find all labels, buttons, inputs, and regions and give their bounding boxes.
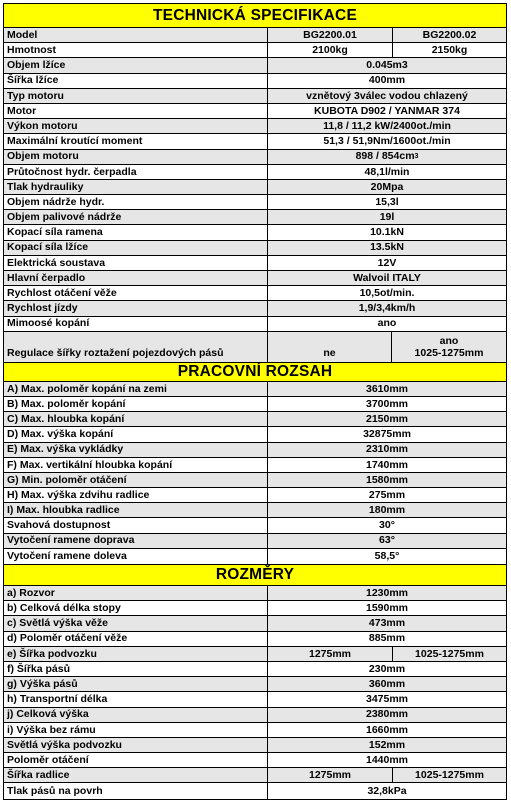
row-value xyxy=(268,753,506,767)
row-label: Typ motoru xyxy=(4,89,268,103)
row-value-1: ne xyxy=(268,332,392,362)
row-label: Hlavní čerpadlo xyxy=(4,271,268,285)
row-label: Objem palivové nádrže xyxy=(4,210,268,224)
row-value xyxy=(268,427,506,441)
row-value-text: 58,5° xyxy=(374,550,400,563)
row-label: G) Min. poloměr otáčení xyxy=(4,473,268,487)
row-value-1: 2100kg xyxy=(268,43,393,57)
table-row xyxy=(4,119,506,134)
row-value-text: 2380mm xyxy=(365,708,409,721)
table-row xyxy=(4,753,506,768)
row-label: Motor xyxy=(4,104,268,118)
row-value xyxy=(268,119,506,133)
table-row xyxy=(4,534,506,549)
row-label: H) Max. výška zdvihu radlice xyxy=(4,488,268,502)
table-row xyxy=(4,382,506,397)
row-value-text: 32,8kPa xyxy=(367,784,407,797)
row-label: E) Max. výška vykládky xyxy=(4,443,268,457)
row-value-text: 1590mm xyxy=(365,602,409,615)
row-label: Mimoosé kopání xyxy=(4,317,268,331)
row-value-text: 2150mm xyxy=(365,412,409,425)
row-value-text: 1230mm xyxy=(365,586,409,599)
row-value-text: 20Mpa xyxy=(370,180,404,193)
row-value xyxy=(268,662,506,676)
row-label: Model xyxy=(4,28,268,42)
row-value-text: 1580mm xyxy=(365,473,409,486)
row-value-text: 30° xyxy=(379,519,395,532)
row-label: Tlak pásů na povrh xyxy=(4,783,268,798)
table-row xyxy=(4,134,506,149)
row-label: D) Max. výška kopání xyxy=(4,427,268,441)
row-value-text: 898 / 854cm xyxy=(355,150,415,163)
table-row xyxy=(4,28,506,43)
row-value xyxy=(268,210,506,224)
dims-header: ROZMĚRY xyxy=(4,564,506,586)
row-value xyxy=(268,632,506,646)
row-label: e) Šířka podvozku xyxy=(4,647,268,661)
row-value-text: ano xyxy=(377,317,397,330)
range-header: PRACOVNÍ ROZSAH xyxy=(4,362,506,382)
table-row xyxy=(4,647,506,662)
table-row xyxy=(4,549,506,564)
row-value xyxy=(268,458,506,472)
table-row xyxy=(4,89,506,104)
row-value xyxy=(268,317,506,331)
row-value xyxy=(268,534,506,548)
row-value xyxy=(268,104,506,118)
row-value-text: 360mm xyxy=(368,677,406,690)
row-label: g) Výška pásů xyxy=(4,677,268,691)
row-value-2 xyxy=(392,332,506,362)
row-value-text: 180mm xyxy=(368,504,406,517)
table-row xyxy=(4,632,506,647)
row-value xyxy=(268,225,506,239)
row-label: Objem motoru xyxy=(4,150,268,164)
row-value-text: KUBOTA D902 / YANMAR 374 xyxy=(314,104,460,117)
table-row xyxy=(4,58,506,73)
row-label: Šířka lžíce xyxy=(4,74,268,88)
row-label: Poloměr otáčení xyxy=(4,753,268,767)
row-value-text: 13.5kN xyxy=(370,241,404,254)
row-value-text: 12V xyxy=(377,256,397,269)
table-row xyxy=(4,768,506,783)
row-value xyxy=(268,134,506,148)
table-row xyxy=(4,165,506,180)
row-label: Objem lžíce xyxy=(4,58,268,72)
row-value-text: 152mm xyxy=(368,738,406,751)
title-header: TECHNICKÁ SPECIFIKACE xyxy=(4,4,506,28)
row-value-text: 1740mm xyxy=(365,458,409,471)
table-row xyxy=(4,210,506,225)
range-table xyxy=(4,382,506,564)
row-value-text: 275mm xyxy=(368,488,406,501)
table-row xyxy=(4,443,506,458)
spec-sheet xyxy=(3,3,507,800)
row-value-text: 1660mm xyxy=(365,723,409,736)
table-row xyxy=(4,601,506,616)
table-row xyxy=(4,225,506,240)
row-label: i) Výška bez rámu xyxy=(4,723,268,737)
row-value-2-line: ano xyxy=(439,334,459,347)
row-label: d) Poloměr otáčení věže xyxy=(4,632,268,646)
table-row xyxy=(4,104,506,119)
row-label: Maximální kroutící moment xyxy=(4,134,268,148)
row-label: a) Rozvor xyxy=(4,586,268,600)
row-value xyxy=(268,271,506,285)
row-value xyxy=(268,518,506,532)
row-value-text: 1,9/3,4km/h xyxy=(358,302,416,315)
row-value xyxy=(268,677,506,691)
row-value-2-line: 1025-1275mm xyxy=(414,346,484,359)
row-value xyxy=(268,412,506,426)
table-row xyxy=(4,692,506,707)
row-value xyxy=(268,397,506,411)
row-value xyxy=(268,301,506,315)
row-value xyxy=(268,195,506,209)
row-value-text: 19l xyxy=(379,211,395,224)
row-label: I) Max. hloubka radlice xyxy=(4,503,268,517)
row-value-text: 885mm xyxy=(368,632,406,645)
row-value xyxy=(268,488,506,502)
row-label: Elektrická soustava xyxy=(4,256,268,270)
spec-table xyxy=(4,28,506,362)
row-value xyxy=(268,738,506,752)
table-row xyxy=(4,271,506,286)
row-value-text: 32875mm xyxy=(363,428,411,441)
row-value xyxy=(268,708,506,722)
table-row xyxy=(4,286,506,301)
row-label: c) Světlá výška věže xyxy=(4,616,268,630)
row-value xyxy=(268,382,506,396)
table-row xyxy=(4,150,506,165)
table-row xyxy=(4,518,506,533)
row-label: Průtočnost hydr. čerpadla xyxy=(4,165,268,179)
row-value xyxy=(268,74,506,88)
row-value xyxy=(268,549,506,564)
dims-table xyxy=(4,586,506,799)
row-value xyxy=(268,586,506,600)
row-value xyxy=(268,58,506,72)
row-value-text: 3610mm xyxy=(365,382,409,395)
row-value xyxy=(268,89,506,103)
row-value xyxy=(268,180,506,194)
row-value-text: 15,3l xyxy=(375,195,399,208)
row-value xyxy=(268,286,506,300)
row-label: Tlak hydrauliky xyxy=(4,180,268,194)
table-row xyxy=(4,427,506,442)
row-value-1: 1275mm xyxy=(268,768,393,782)
row-label: Rychlost jízdy xyxy=(4,301,268,315)
table-row xyxy=(4,301,506,316)
row-value-text: 3475mm xyxy=(365,693,409,706)
row-label: Rychlost otáčení věže xyxy=(4,286,268,300)
row-value xyxy=(268,503,506,517)
row-label: A) Max. poloměr kopání na zemi xyxy=(4,382,268,396)
row-value-text: 11,8 / 11,2 kW/2400ot./min xyxy=(323,119,451,132)
row-label: h) Transportní délka xyxy=(4,692,268,706)
table-row xyxy=(4,783,506,798)
table-row xyxy=(4,256,506,271)
row-value-1: 1275mm xyxy=(268,647,393,661)
row-label: Kopací síla ramena xyxy=(4,225,268,239)
row-value-text: vznětový 3válec vodou chlazený xyxy=(306,89,468,102)
row-value xyxy=(268,443,506,457)
row-value-text: 1440mm xyxy=(365,753,409,766)
row-label: Světlá výška podvozku xyxy=(4,738,268,752)
row-value xyxy=(268,241,506,255)
row-label: f) Šířka pásů xyxy=(4,662,268,676)
table-row xyxy=(4,241,506,256)
table-row xyxy=(4,616,506,631)
row-value-text: 10,5ot/min. xyxy=(359,287,415,300)
row-label: F) Max. vertikální hloubka kopání xyxy=(4,458,268,472)
row-value-text: 230mm xyxy=(368,662,406,675)
row-label: j) Celková výška xyxy=(4,708,268,722)
row-label: Vytočení ramene doleva xyxy=(4,549,268,564)
table-row xyxy=(4,74,506,89)
table-row xyxy=(4,180,506,195)
row-value-2: 1025-1275mm xyxy=(415,769,484,782)
row-value-text: 400mm xyxy=(368,74,406,87)
row-label: Výkon motoru xyxy=(4,119,268,133)
table-row xyxy=(4,503,506,518)
row-value-text: Walvoil ITALY xyxy=(353,271,421,284)
row-value-2: BG2200.02 xyxy=(422,28,477,41)
row-value-text: 0.045m3 xyxy=(366,59,408,72)
row-value xyxy=(268,601,506,615)
table-row xyxy=(4,332,506,362)
row-value-text: 63° xyxy=(379,534,395,547)
row-label: Šířka radlice xyxy=(4,768,268,782)
table-row xyxy=(4,586,506,601)
table-row xyxy=(4,397,506,412)
row-value-text: 3700mm xyxy=(365,397,409,410)
table-row xyxy=(4,662,506,677)
table-row xyxy=(4,677,506,692)
row-value-text: 10.1kN xyxy=(370,226,404,239)
row-label: Svahová dostupnost xyxy=(4,518,268,532)
row-label: B) Max. poloměr kopání xyxy=(4,397,268,411)
table-row xyxy=(4,412,506,427)
row-value xyxy=(268,473,506,487)
row-value xyxy=(268,150,506,164)
table-row xyxy=(4,458,506,473)
row-label: Regulace šířky roztažení pojezdových pásů xyxy=(4,332,268,362)
row-value xyxy=(268,165,506,179)
row-value xyxy=(268,783,506,798)
row-value-2: 2150kg xyxy=(431,44,468,57)
row-value-text: 48,1l/min xyxy=(364,165,410,178)
row-value-superscript: 3 xyxy=(414,153,419,161)
row-value xyxy=(268,256,506,270)
table-row xyxy=(4,317,506,332)
row-label: Kopací síla lžíce xyxy=(4,241,268,255)
table-row xyxy=(4,708,506,723)
row-value xyxy=(268,692,506,706)
table-row xyxy=(4,473,506,488)
row-label: Objem nádrže hydr. xyxy=(4,195,268,209)
table-row xyxy=(4,723,506,738)
row-value-text: 51,3 / 51,9Nm/1600ot./min xyxy=(323,135,451,148)
table-row xyxy=(4,43,506,58)
row-label: C) Max. hloubka kopání xyxy=(4,412,268,426)
table-row xyxy=(4,488,506,503)
row-label: Vytočení ramene doprava xyxy=(4,534,268,548)
row-label: Hmotnost xyxy=(4,43,268,57)
row-value xyxy=(268,616,506,630)
row-value xyxy=(268,723,506,737)
table-row xyxy=(4,195,506,210)
table-row xyxy=(4,738,506,753)
row-label: b) Celková délka stopy xyxy=(4,601,268,615)
row-value-text: 473mm xyxy=(368,617,406,630)
row-value-1: BG2200.01 xyxy=(268,28,393,42)
row-value-text: 2310mm xyxy=(365,443,409,456)
row-value-2: 1025-1275mm xyxy=(415,647,484,660)
